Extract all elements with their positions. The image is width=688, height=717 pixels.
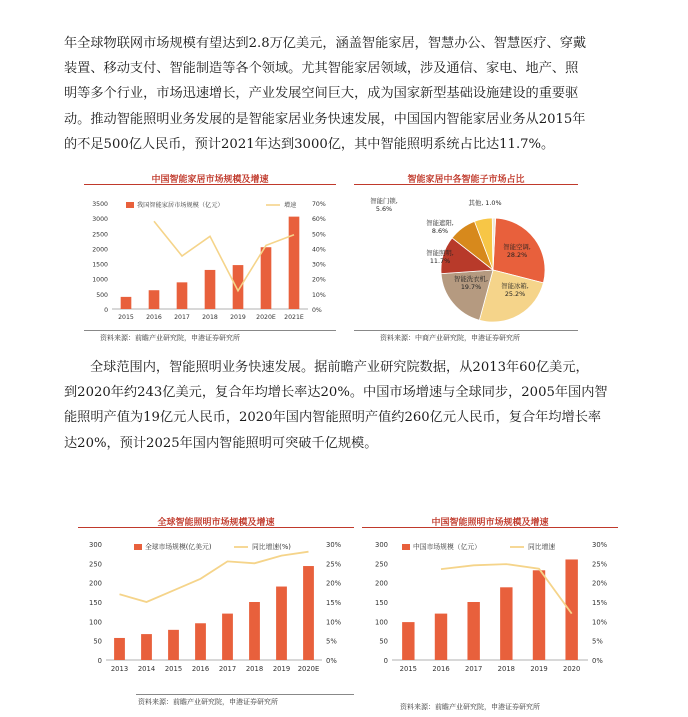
legend-label: 增速	[284, 202, 297, 209]
x-tick-label: 2015	[118, 314, 134, 322]
y2-tick-label: 20%	[592, 579, 608, 588]
slice-label: 智能照明, 11.7%	[426, 249, 454, 265]
y2-tick-label: 25%	[326, 560, 342, 569]
slice-label: 智能遮阳, 8.6%	[426, 219, 454, 235]
x-tick-label: 2020E	[297, 664, 320, 673]
chart4	[362, 530, 618, 680]
y2-tick-label: 0%	[592, 657, 603, 665]
x-tick-label: 2015	[399, 664, 417, 673]
y-tick-label: 250	[89, 560, 102, 569]
legend-swatch-bar	[134, 544, 142, 550]
x-tick-label: 2017	[174, 314, 190, 322]
x-tick-label: 2017	[465, 664, 483, 673]
chart1	[84, 187, 336, 327]
y-tick-label: 3500	[92, 201, 108, 208]
paragraph-line: 装置、移动支付、智能制造等各个领域。尤其智能家居领域，涉及通信、家电、地产、照	[64, 61, 579, 77]
bar	[168, 630, 179, 660]
bar	[149, 290, 160, 309]
bar	[276, 587, 287, 660]
bar	[467, 602, 479, 660]
y2-tick-label: 10%	[312, 291, 326, 299]
y2-tick-label: 5%	[592, 637, 603, 646]
y-tick-label: 50	[93, 637, 102, 646]
paragraph-line: 能照明产值为19亿元人民币，2020年国内智能照明产值约260亿元人民币，复合年均增长率	[64, 410, 602, 426]
paragraph-line: 的不足500亿人民币，预计2021年达到3000亿，其中智能照明系统占比达11.7%。	[64, 136, 555, 152]
legend-label: 我国智能家居市场规模（亿元）	[137, 202, 224, 209]
x-tick-label: 2018	[202, 314, 218, 322]
bar	[303, 566, 314, 660]
legend-label: 中国市场规模（亿元）	[413, 543, 481, 551]
y-tick-label: 100	[375, 618, 388, 627]
y-tick-label: 3000	[92, 216, 108, 224]
y-tick-label: 100	[89, 618, 102, 627]
y-tick-label: 150	[89, 599, 102, 607]
y2-tick-label: 15%	[592, 599, 608, 607]
y2-tick-label: 25%	[592, 560, 608, 569]
x-tick-label: 2016	[146, 314, 162, 322]
legend-label: 全球市场规模(亿美元)	[145, 543, 212, 551]
x-tick-label: 2015	[164, 664, 183, 673]
bar	[121, 297, 132, 309]
y2-tick-label: 20%	[312, 276, 326, 284]
bar	[261, 247, 272, 309]
y2-tick-label: 60%	[312, 216, 326, 224]
paragraph-1	[64, 31, 634, 157]
bar	[205, 270, 216, 309]
paragraph-line: 年全球物联网市场规模有望达到2.8万亿美元，涵盖智能家居，智慧办公、智慧医疗、穿戴	[64, 36, 587, 51]
x-tick-label: 2016	[432, 664, 450, 673]
chart2	[354, 187, 578, 327]
y-tick-label: 0	[97, 657, 102, 665]
x-tick-label: 2021E	[284, 314, 304, 322]
slice-label: 智能空调, 28.2%	[503, 243, 531, 259]
y-tick-label: 300	[89, 541, 102, 549]
bar	[177, 282, 188, 309]
x-tick-label: 2020	[563, 664, 581, 673]
y-tick-label: 250	[375, 560, 388, 569]
bar	[565, 559, 577, 660]
chart4-title: 中国智能照明市场规模及增速	[431, 518, 549, 528]
y-tick-label: 200	[89, 579, 102, 588]
y2-tick-label: 10%	[326, 618, 342, 627]
slice-label: 智能门锁, 5.6%	[370, 197, 398, 213]
x-tick-label: 2019	[272, 664, 291, 673]
x-tick-label: 2017	[218, 664, 237, 673]
y-tick-label: 1000	[92, 276, 108, 284]
growth-line	[154, 221, 294, 291]
bar	[500, 587, 512, 660]
chart1-title: 中国智能家居市场规模及增速	[151, 175, 269, 185]
y-tick-label: 500	[96, 291, 108, 299]
y2-tick-label: 0%	[312, 307, 322, 314]
paragraph-line: 到2020年约243亿美元，复合年均增长率达20%。中国市场增速与全球同步，2005年国内智	[64, 385, 608, 401]
paragraph-line: 全球范围内，智能照明业务快速发展。据前瞻产业研究院数据，从2013年60亿美元，	[90, 360, 589, 375]
paragraph-line: 达20%，预计2025年国内智能照明可突破千亿规模。	[64, 435, 378, 451]
y-tick-label: 1500	[92, 261, 108, 269]
x-tick-label: 2013	[110, 664, 129, 673]
slice-label: 智能冰箱, 25.2%	[501, 282, 529, 298]
y2-tick-label: 30%	[592, 541, 608, 549]
x-tick-label: 2019	[230, 314, 246, 322]
paragraph-line: 明等多个行业，市场迅速增长，产业发展空间巨大，成为国家新型基础设施建设的重要驱	[64, 86, 579, 102]
chart3	[78, 530, 354, 680]
chart3-title: 全球智能照明市场规模及增速	[157, 518, 275, 528]
bar	[233, 265, 244, 309]
paragraph-line: 动。推动智能照明业务发展的是智能家居业务快速发展，中国国内智能家居业务从2015年	[64, 111, 586, 127]
bar	[402, 622, 414, 660]
chart1-bottom-rule	[84, 330, 336, 331]
x-tick-label: 2020E	[256, 314, 276, 322]
y2-tick-label: 50%	[312, 231, 326, 239]
bar	[435, 614, 447, 660]
bar	[114, 638, 125, 660]
x-tick-label: 2018	[497, 664, 515, 673]
slice-label: 智能洗衣机, 19.7%	[454, 275, 488, 291]
y-tick-label: 0	[383, 657, 388, 665]
paragraph-2	[64, 355, 634, 456]
bar	[289, 217, 300, 309]
y-tick-label: 2000	[92, 246, 108, 254]
bar	[141, 634, 152, 660]
bar	[222, 614, 233, 660]
bar	[195, 623, 206, 660]
y2-tick-label: 10%	[592, 618, 608, 627]
legend-swatch-bar	[402, 544, 410, 550]
y2-tick-label: 5%	[326, 637, 337, 646]
legend-label: 同比增速(%)	[252, 543, 291, 551]
y-tick-label: 300	[375, 541, 388, 549]
y-tick-label: 50	[379, 637, 388, 646]
y2-tick-label: 40%	[312, 246, 326, 254]
chart2-title: 智能家居中各智能子市场占比	[407, 175, 525, 185]
chart2-source: 资料来源：中商产业研究院，申港证券研究所	[380, 334, 520, 342]
y-tick-label: 200	[375, 579, 388, 588]
chart3-bottom-rule	[136, 694, 354, 695]
y-tick-label: 150	[375, 599, 388, 607]
x-tick-label: 2019	[530, 664, 548, 673]
y-tick-label: 2500	[92, 231, 108, 239]
y-tick-label: 0	[104, 307, 108, 314]
y2-tick-label: 70%	[312, 201, 326, 208]
x-tick-label: 2018	[245, 664, 264, 673]
y2-tick-label: 30%	[326, 541, 342, 549]
x-tick-label: 2014	[137, 664, 156, 673]
legend-swatch-bar	[126, 202, 134, 208]
y2-tick-label: 30%	[312, 261, 326, 269]
y2-tick-label: 0%	[326, 657, 337, 665]
chart2-bottom-rule	[354, 330, 578, 331]
chart3-source: 资料来源：前瞻产业研究院，申港证券研究所	[138, 698, 278, 706]
chart4-source: 资料来源：前瞻产业研究院，申港证券研究所	[400, 703, 540, 711]
legend-label: 同比增速	[528, 543, 556, 551]
x-tick-label: 2016	[191, 664, 210, 673]
y2-tick-label: 15%	[326, 599, 342, 607]
bar	[533, 570, 545, 660]
slice-label: 其他, 1.0%	[468, 199, 502, 207]
y2-tick-label: 20%	[326, 579, 342, 588]
bar	[249, 602, 260, 660]
chart1-source: 资料来源：前瞻产业研究院，申港证券研究所	[100, 334, 240, 342]
